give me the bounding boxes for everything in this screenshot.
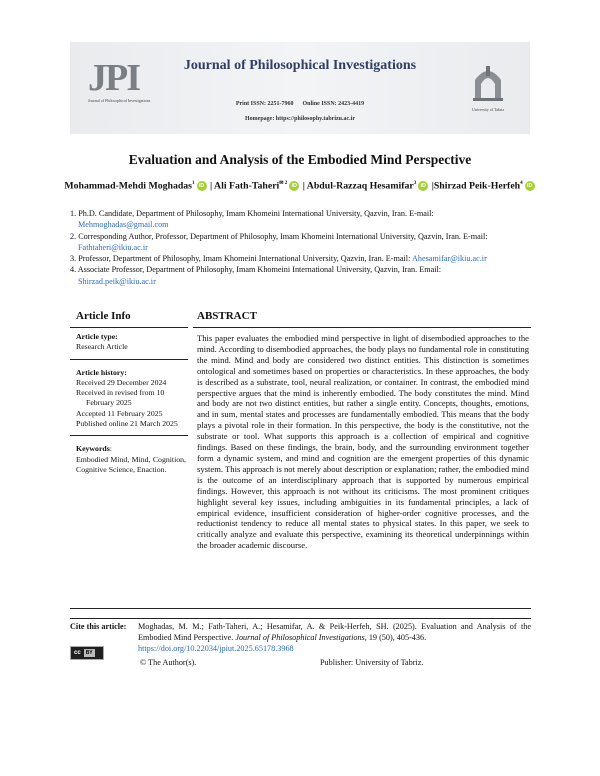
article-type: Article type: Research Article	[70, 328, 188, 360]
affiliation-item: 3. Professor, Department of Philosophy, Imam Khomeini International University, Qazvin, Iran. E-mail: Ahesamifar@ikiu.ac.ir	[70, 254, 487, 264]
university-logo: University of Tabriz	[468, 58, 508, 116]
copyright-notice: © The Author(s).	[140, 658, 197, 667]
email-link[interactable]: Fathtaheri@ikiu.ac.ir	[78, 242, 148, 252]
email-link[interactable]: Mehmoghadas@gmail.com	[78, 220, 169, 230]
orcid-icon[interactable]: iD	[418, 181, 428, 191]
history-item: Accepted 11 February 2025	[76, 408, 163, 418]
divider	[70, 618, 531, 619]
doi-link[interactable]: https://doi.org/10.22034/jpiut.2025.65178.3968	[138, 643, 294, 653]
abstract-section	[193, 306, 531, 551]
orcid-icon[interactable]: iD	[197, 181, 207, 191]
history-item: Published online 21 March 2025	[76, 419, 178, 429]
affiliation-item: 4. Associate Professor, Department of Philosophy, Imam Khomeini International University, Qazvin, Iran. Email: Shirzad.peik@ikiu.ac.ir	[70, 265, 442, 286]
email-link[interactable]: Shirzad.peik@ikiu.ac.ir	[78, 276, 156, 286]
cc-license-badge[interactable]: cc BY	[70, 646, 104, 660]
article-history: Article history: Received 29 December 2024 Received in revised from 10 February 2025 Accepted 11 February 2025 Published online 21 March 2025	[70, 360, 188, 437]
orcid-icon[interactable]: iD	[525, 181, 535, 191]
citation-journal: Journal of Philosophical Investigations	[235, 632, 365, 642]
journal-name: Journal of Philosophical Investigations	[183, 58, 417, 73]
author-separator: |	[302, 180, 305, 192]
divider	[70, 608, 531, 609]
university-emblem-icon	[471, 58, 505, 102]
journal-banner	[70, 42, 530, 134]
affiliation-item: 2. Corresponding Author, Professor, Department of Philosophy, Imam Khomeini International University, Qazvin, Iran. E-mail: Fathtaheri@ikiu.ac.ir	[70, 231, 488, 252]
author-name: Shirzad Peik-Herfeh	[433, 180, 521, 192]
author-name: Mohammad-Mehdi Moghadas	[64, 180, 192, 192]
abstract-text: This paper evaluates the embodied mind perspective in light of disembodied approaches to the mind. According to disembodied approaches, the body plays no fundamental role in constituting the mind. Mind and body are considered two distinct entities. This distinction is sometimes ontological and sometimes based on properties or characteristics. In these approaches, the body is described as a substrate, tool, neural realization, or container. In contrast, the embodied mind perspective argues that the mind is inherently embodied. The body constitutes the mind. Mind and body are not two distinct entities, but rather a single entity. Concepts, thoughts, emotions, and in sum, mental states and processes are fundamentally embodied. This means that the body plays a pivotal role in their formation. In this perspective, the body is the constitutive, not the substrate or tool. What supports this approach is a collection of empirical and cognitive findings. Based on these findings, the brain, body, and the surrounding environment together form a dynamic system, and mind and cognition are the emergent properties of this dynamic system. This approach is not merely about description or explanation; rather, the embodied mind is the outcome of an interdisciplinary approach that is supported by numerous empirical findings. However, this approach is not without its criticisms. The most prominent critiques highlight several key issues, including ambiguities in its fundamental principles, a lack of empirical evidence, insufficient consideration of higher-order cognitive processes, and the reductionist tendency to reduce all mental states to physical states. In this paper, we seek to critically analyze and evaluate this perspective, examining its theoretical underpinnings within the broader academic discourse.	[197, 333, 529, 551]
email-link[interactable]: Ahesamifar@ikiu.ac.ir	[411, 254, 487, 264]
history-item: Received in revised from 10 February 2025	[76, 388, 165, 408]
history-item: Received 29 December 2024	[76, 377, 167, 387]
publisher-notice: Publisher: University of Tabriz.	[320, 658, 424, 667]
issn-line: Print ISSN: 2251-7960 Online ISSN: 2423-4419	[235, 101, 365, 107]
paper-title: Evaluation and Analysis of the Embodied Mind Perspective	[128, 152, 472, 167]
author-list: Mohammad-Mehdi Moghadas$^1$ iD | Ali Fath-Taheri$^{✉ 2}$ iD | Abdul-Razzaq Hesamifar$^3$ iD |Shirzad Peik-Herfeh$^4$ iD	[0, 180, 600, 191]
author-separator: |	[209, 180, 213, 192]
article-info-heading: Article Info	[70, 306, 188, 328]
jpi-logo: JPI Journal of Philosophical Investigations	[88, 57, 151, 103]
keywords-text: Embodied Mind, Mind, Cognition, Cognitive Science, Enaction.	[76, 454, 186, 474]
orcid-icon[interactable]: iD	[289, 181, 299, 191]
affiliation-item: 1. Ph.D. Candidate, Department of Philosophy, Imam Khomeini International University, Qazvin, Iran. E-mail: Mehmoghadas@gmail.com	[70, 209, 434, 230]
author-name: Ali Fath-Taheri	[214, 180, 280, 192]
keywords: Keywords: Embodied Mind, Mind, Cognition, Cognitive Science, Enaction.	[76, 444, 186, 474]
author-separator: |	[431, 180, 434, 192]
citation: Cite this article: Moghadas, M. M.; Fath-Taheri, A.; Hesamifar, A. & Peik-Herfeh, SH. (2025). Evaluation and Analysis of the Embodied Mind Perspective. Journal of Philosophical Investigations, 19 (50), 405-436. https://doi.org/10.22034/jpiut.2025.65178.3968	[70, 622, 531, 653]
author-name: Abdul-Razzaq Hesamifar	[306, 180, 414, 192]
article-info	[70, 306, 188, 481]
abstract-heading: ABSTRACT	[193, 306, 531, 328]
affiliations	[70, 208, 530, 287]
citation-label: Cite this article:	[70, 622, 127, 631]
homepage-link[interactable]: Homepage: https://philosophy.tabrizu.ac.ir	[244, 116, 355, 122]
